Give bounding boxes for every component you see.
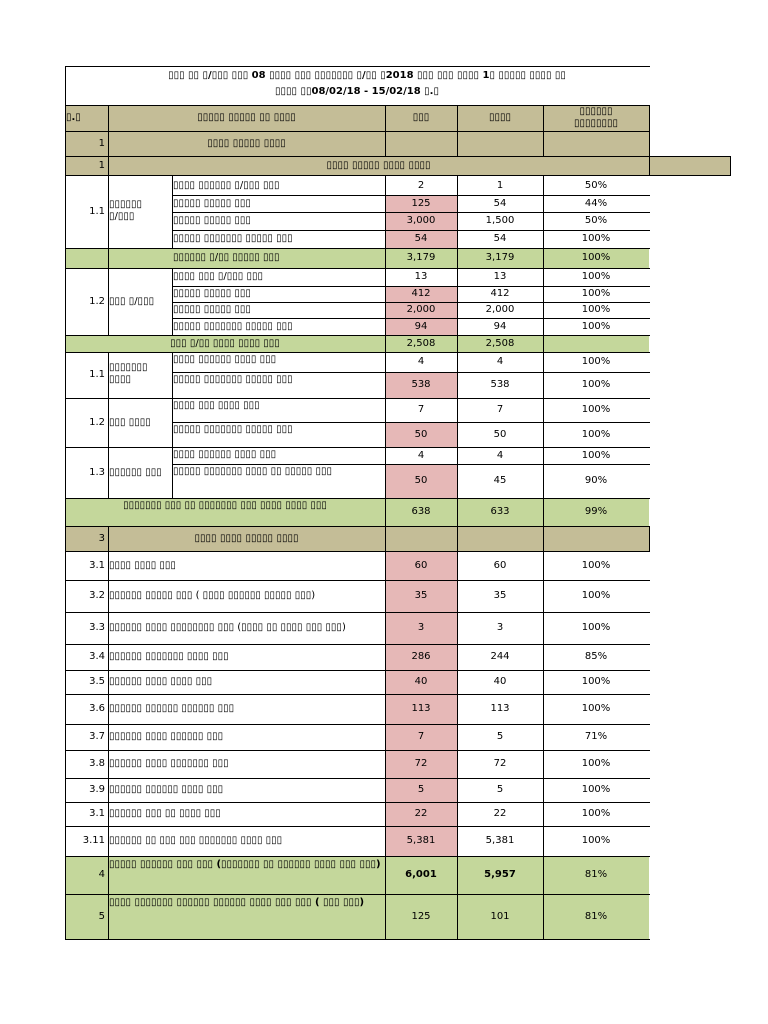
section3-row-8-percent: 100% — [581, 784, 611, 795]
grid-line — [65, 551, 650, 552]
section3-row-6-achieved: 5 — [496, 731, 504, 742]
grid-line — [108, 156, 109, 176]
section3-row-6-percent: 71% — [584, 731, 608, 742]
row5-label: ▯▯▯▯ ▯▯▯▯▯▯▯ ▯▯▯▯▯▯ ▯▯▯▯▯▯ ▯▯▯▯ ▯▯▯ ▯▯▯ ( ▯▯▯ ▯▯▯) — [109, 897, 365, 908]
groupA-number: 1.1 — [89, 205, 105, 217]
grid-line — [172, 195, 650, 196]
grid-line — [172, 230, 650, 231]
groupA-row-3-target: 54 — [414, 233, 428, 244]
section3-row-0-achieved: 60 — [493, 559, 507, 571]
groupC-0-row-0-target: 4 — [417, 356, 425, 367]
section3-row-9-label: ▯▯▯▯▯▯ ▯▯▯ ▯▯ ▯▯▯▯ ▯▯▯ — [109, 808, 221, 819]
section3-row-9-number: 3.1 — [89, 808, 105, 819]
groupC-0-name-line1: ▯▯▯▯▯▯▯ — [109, 362, 148, 373]
groupB-row-3-target: 94 — [414, 320, 428, 332]
row4-label: ▯▯▯▯▯ ▯▯▯▯▯▯ ▯▯▯ ▯▯▯ (▯▯▯▯▯▯▯ ▯▯ ▯▯▯▯▯▯ ▯▯▯▯ ▯▯▯ ▯▯▯) — [109, 859, 381, 870]
grid-line — [65, 724, 650, 725]
section3-row-3-label: ▯▯▯▯▯▯ ▯▯▯▯▯▯▯ ▯▯▯▯ ▯▯▯ — [109, 651, 229, 662]
grid-line — [543, 105, 544, 157]
groupB-row-2-achieved: 2,000 — [485, 304, 515, 315]
section3-row-2-achieved: 3 — [496, 622, 504, 633]
grid-line — [172, 318, 650, 319]
section3-row-10-label: ▯▯▯▯▯▯ ▯▯ ▯▯▯ ▯▯▯ ▯▯▯▯▯▯▯ ▯▯▯▯ ▯▯▯ — [109, 835, 283, 846]
grid-line — [543, 156, 731, 157]
groupC-0-row-0-percent: 100% — [581, 356, 611, 367]
grid-line — [65, 802, 650, 803]
section3-row-3-target: 286 — [411, 651, 431, 662]
grid-line — [543, 175, 544, 940]
row5-percent: 81% — [584, 910, 608, 922]
section3-row-10-percent: 100% — [581, 835, 611, 846]
groupC-total-achieved: 633 — [490, 506, 510, 517]
groupC-2-row-1-achieved: 45 — [493, 475, 507, 486]
groupC-2-row-1-label: ▯▯▯▯▯ ▯▯▯▯▯▯▯ ▯▯▯▯ ▯▯ ▯▯▯▯▯ ▯▯▯ — [173, 466, 332, 477]
section3-title: ▯▯▯▯ ▯▯▯▯ ▯▯▯▯▯ ▯▯▯▯ — [194, 532, 299, 544]
groupC-1-row-0-target: 7 — [417, 404, 425, 415]
grid-line — [172, 268, 173, 336]
section3-row-4-achieved: 40 — [493, 676, 507, 687]
groupC-2-row-1-target: 50 — [414, 475, 428, 486]
row4-number: 4 — [98, 869, 105, 880]
grid-line — [385, 105, 386, 157]
grid-line — [108, 105, 109, 157]
section3-row-1-percent: 100% — [581, 590, 611, 601]
groupC-2-row-0-percent: 100% — [581, 449, 611, 461]
groupA-row-3-percent: 100% — [581, 233, 611, 244]
groupC-1-row-1-achieved: 50 — [493, 428, 507, 440]
col-header-target: ▯▯▯ — [412, 112, 430, 123]
section3-row-7-label: ▯▯▯▯▯▯ ▯▯▯▯ ▯▯▯▯▯▯▯ ▯▯▯ — [109, 758, 229, 769]
section3-row-5-target: 113 — [411, 703, 431, 714]
groupA-row-2-target: 3,000 — [406, 215, 436, 226]
section3-row-5-percent: 100% — [581, 703, 611, 714]
groupC-0-row-1-label: ▯▯▯▯▯ ▯▯▯▯▯▯▯ ▯▯▯▯▯ ▯▯▯ — [173, 374, 293, 385]
grid-line — [172, 464, 650, 465]
section3-row-0-target: 60 — [414, 559, 428, 571]
row4-achieved: 5,957 — [484, 869, 516, 880]
groupC-2-row-0-achieved: 4 — [496, 449, 504, 461]
groupA-row-1-achieved: 54 — [493, 197, 507, 209]
groupC-1-row-0-label: ▯▯▯▯ ▯▯▯ ▯▯▯▯ ▯▯▯ — [173, 400, 260, 411]
groupB-row-0-target: 13 — [414, 271, 428, 282]
section3-row-8-label: ▯▯▯▯▯▯ ▯▯▯▯▯▯ ▯▯▯▯ ▯▯▯ — [109, 784, 224, 795]
groupA-name-line1: ▯▯▯▯▯▯ — [109, 199, 143, 210]
grid-line — [65, 894, 650, 895]
groupB-name: ▯▯▯ ▯/▯▯▯ — [109, 295, 155, 307]
section3-row-2-number: 3.3 — [89, 622, 105, 633]
section3-row-3-achieved: 244 — [490, 651, 510, 662]
section3-row-4-number: 3.5 — [89, 676, 105, 687]
col-header-percent-2: ▯▯▯▯▯▯▯▯ — [573, 118, 619, 129]
section3-row-5-achieved: 113 — [490, 703, 510, 714]
groupC-1-row-1-target: 50 — [414, 428, 428, 440]
section3-row-3-percent: 85% — [584, 651, 608, 662]
grid-line — [65, 580, 650, 581]
section3-row-8-number: 3.9 — [89, 784, 105, 795]
grid-line — [65, 248, 650, 249]
groupA-row-3-label: ▯▯▯▯▯ ▯▯▯▯▯▯▯ ▯▯▯▯▯ ▯▯▯ — [173, 233, 293, 244]
section3-row-6-label: ▯▯▯▯▯▯ ▯▯▯▯ ▯▯▯▯▯▯ ▯▯▯ — [109, 731, 224, 742]
groupB-number: 1.2 — [89, 295, 105, 307]
grid-line — [108, 526, 109, 940]
grid-line — [385, 352, 386, 940]
section3-row-0-label: ▯▯▯▯ ▯▯▯▯ ▯▯▯ — [109, 559, 176, 571]
grid-line — [65, 447, 650, 448]
row4-percent: 81% — [584, 869, 608, 880]
groupC-0-number: 1.1 — [89, 369, 105, 380]
grid-line — [65, 105, 650, 106]
section3-row-10-target: 5,381 — [406, 835, 436, 846]
grid-line — [65, 826, 650, 827]
section3-row-0-percent: 100% — [581, 559, 611, 571]
section3-row-2-label: ▯▯▯▯▯▯ ▯▯▯▯ ▯▯▯▯▯▯▯▯ ▯▯▯ (▯▯▯▯ ▯▯ ▯▯▯▯ ▯▯▯ ▯▯▯) — [109, 622, 346, 633]
groupB-total-percent — [543, 335, 649, 352]
groupC-0-name-line2: ▯▯▯▯ — [109, 374, 132, 385]
grid-line — [65, 694, 650, 695]
report-title-line1: ▯▯▯ ▯▯ ▯/▯▯▯ ▯▯▯ 08 ▯▯▯▯ ▯▯▯ ▯▯▯▯▯▯▯ ▯/▯▯ ▯2018 ▯▯▯ ▯▯▯ ▯▯▯▯ 1▯ ▯▯▯▯▯ ▯▯▯▯ ▯▯ — [168, 70, 566, 81]
section3-row-5-label: ▯▯▯▯▯▯ ▯▯▯▯▯▯ ▯▯▯▯▯▯ ▯▯▯ — [109, 703, 235, 714]
groupA-row-2-achieved: 1,500 — [485, 215, 515, 226]
section3-row-3-number: 3.4 — [89, 651, 105, 662]
section3-row-10-achieved: 5,381 — [485, 835, 515, 846]
groupC-1-row-0-achieved: 7 — [496, 404, 504, 415]
row4-target: 6,001 — [405, 869, 437, 880]
groupB-total-target: 2,508 — [406, 337, 436, 349]
section1-number: 1 — [98, 137, 105, 149]
groupC-2-number: 1.3 — [89, 466, 105, 478]
grid-line — [65, 644, 650, 645]
groupA-row-1-target: 125 — [411, 197, 431, 209]
groupB-row-0-achieved: 13 — [493, 271, 507, 282]
groupC-0-row-0-achieved: 4 — [496, 356, 504, 367]
groupA-row-0-label: ▯▯▯▯ ▯▯▯▯▯▯ ▯/▯▯▯ ▯▯▯ — [173, 180, 280, 191]
section1-title: ▯▯▯▯ ▯▯▯▯▯ ▯▯▯▯ — [207, 137, 286, 149]
row5-number: 5 — [98, 910, 105, 922]
section3-number: 3 — [98, 532, 105, 544]
groupC-total-percent: 99% — [584, 506, 608, 517]
grid-line — [65, 778, 650, 779]
grid-line — [65, 939, 650, 940]
grid-line — [108, 352, 109, 499]
groupC-1-name: ▯▯▯ ▯▯▯▯ — [109, 416, 151, 428]
groupC-0-row-1-target: 538 — [411, 379, 431, 390]
groupC-0-row-1-achieved: 538 — [490, 379, 510, 390]
section1-sub-title: ▯▯▯▯ ▯▯▯▯▯ ▯▯▯▯ ▯▯▯▯ — [326, 159, 431, 171]
groupC-2-name: ▯▯▯▯▯▯ ▯▯▯ — [109, 466, 162, 478]
grid-line — [65, 66, 650, 67]
grid-line — [649, 105, 650, 176]
groupC-1-row-0-percent: 100% — [581, 404, 611, 415]
section3-row-5-number: 3.6 — [89, 703, 105, 714]
grid-line — [65, 670, 650, 671]
section3-row-7-target: 72 — [414, 758, 428, 769]
grid-line — [108, 175, 109, 336]
section3-row-8-target: 5 — [417, 784, 425, 795]
groupC-1-row-1-label: ▯▯▯▯▯ ▯▯▯▯▯▯▯ ▯▯▯▯▯ ▯▯▯ — [173, 424, 293, 435]
section3-row-9-percent: 100% — [581, 808, 611, 819]
groupB-row-0-label: ▯▯▯▯ ▯▯▯ ▯/▯▯▯ ▯▯▯ — [173, 271, 263, 282]
grid-line — [65, 498, 650, 499]
section3-row-1-achieved: 35 — [493, 590, 507, 601]
grid-line — [172, 352, 173, 499]
groupB-row-3-percent: 100% — [581, 320, 611, 332]
section3-row-4-label: ▯▯▯▯▯▯ ▯▯▯▯ ▯▯▯▯ ▯▯▯ — [109, 676, 213, 687]
groupA-row-1-label: ▯▯▯▯▯ ▯▯▯▯▯ ▯▯▯ — [173, 197, 251, 209]
grid-line — [65, 750, 650, 751]
groupC-2-row-0-label: ▯▯▯▯ ▯▯▯▯▯▯ ▯▯▯▯ ▯▯▯ — [173, 449, 277, 460]
grid-line — [457, 175, 458, 940]
section3-row-10-number: 3.11 — [82, 835, 105, 846]
groupC-1-row-1-percent: 100% — [581, 428, 611, 440]
grid-line — [172, 422, 650, 423]
groupA-total-target: 3,179 — [406, 252, 436, 263]
groupB-row-2-percent: 100% — [581, 304, 611, 315]
grid-line — [65, 66, 66, 940]
section3-row-9-target: 22 — [414, 808, 428, 819]
section3-row-7-achieved: 72 — [493, 758, 507, 769]
grid-line — [65, 268, 650, 269]
groupA-name-line2: ▯/▯▯▯ — [109, 211, 135, 222]
section3-row-2-percent: 100% — [581, 622, 611, 633]
grid-line — [65, 612, 650, 613]
section1-sub-number: 1 — [98, 159, 105, 171]
grid-line — [65, 352, 650, 353]
groupC-2-row-1-percent: 90% — [584, 475, 608, 486]
section3-row-8-achieved: 5 — [496, 784, 504, 795]
grid-line — [172, 212, 650, 213]
groupB-row-1-percent: 100% — [581, 288, 611, 299]
groupA-total-achieved: 3,179 — [485, 252, 515, 263]
section3-row-6-target: 7 — [417, 731, 425, 742]
grid-line — [65, 335, 650, 336]
groupB-total-label: ▯▯▯ ▯/▯▯ ▯▯▯▯ ▯▯▯▯ ▯▯▯ — [170, 337, 280, 349]
groupA-total-percent: 100% — [581, 252, 611, 263]
groupC-2-row-0-target: 4 — [417, 449, 425, 461]
col-header-achieved: ▯▯▯▯ — [488, 112, 511, 123]
groupC-total-target: 638 — [411, 506, 431, 517]
col-header-sn: ▯.▯ — [66, 112, 81, 123]
grid-line — [172, 286, 650, 287]
groupB-row-1-achieved: 412 — [490, 288, 510, 299]
groupB-row-1-target: 412 — [411, 288, 431, 299]
grid-line — [172, 175, 173, 249]
grid-line — [65, 856, 650, 857]
groupA-row-0-achieved: 1 — [496, 180, 504, 191]
groupB-row-2-target: 2,000 — [406, 304, 436, 315]
groupA-row-3-achieved: 54 — [493, 233, 507, 244]
grid-line — [65, 526, 650, 527]
grid-line — [385, 335, 386, 353]
groupB-row-3-achieved: 94 — [493, 320, 507, 332]
row5-achieved: 101 — [490, 910, 510, 922]
grid-line — [172, 302, 650, 303]
groupB-total-achieved: 2,508 — [485, 337, 515, 349]
section3-row-4-percent: 100% — [581, 676, 611, 687]
col-header-percent-1: ▯▯▯▯▯▯ — [579, 106, 613, 117]
groupC-total-label: ▯▯▯▯▯▯▯ ▯▯▯ ▯▯ ▯▯▯▯▯▯▯ ▯▯▯ ▯▯▯▯ ▯▯▯▯ ▯▯▯ — [123, 500, 327, 511]
grid-line — [385, 175, 386, 336]
section3-row-1-label: ▯▯▯▯▯▯ ▯▯▯▯▯ ▯▯▯ ( ▯▯▯▯ ▯▯▯▯▯▯ ▯▯▯▯▯ ▯▯▯) — [109, 590, 316, 601]
grid-line — [65, 131, 650, 132]
groupB-row-1-label: ▯▯▯▯▯ ▯▯▯▯▯ ▯▯▯ — [173, 288, 251, 299]
grid-line — [172, 372, 650, 373]
section3-row-9-achieved: 22 — [493, 808, 507, 819]
groupB-row-2-label: ▯▯▯▯▯ ▯▯▯▯▯ ▯▯▯ — [173, 304, 251, 315]
section3-row-1-number: 3.2 — [89, 590, 105, 601]
groupA-total-label: ▯▯▯▯▯▯ ▯/▯▯ ▯▯▯▯▯ ▯▯▯ — [173, 252, 280, 263]
report-title-line2: ▯▯▯▯ ▯▯08/02/18 - 15/02/18 ▯.▯ — [274, 86, 439, 97]
groupA-row-0-percent: 50% — [584, 180, 608, 191]
groupA-row-2-label: ▯▯▯▯▯ ▯▯▯▯▯ ▯▯▯ — [173, 215, 251, 226]
row5-target: 125 — [411, 910, 431, 922]
groupA-row-2-percent: 50% — [584, 215, 608, 226]
groupC-0-row-0-label: ▯▯▯▯ ▯▯▯▯▯▯ ▯▯▯▯ ▯▯▯ — [173, 354, 277, 365]
section3-row-7-percent: 100% — [581, 758, 611, 769]
groupA-row-0-target: 2 — [417, 180, 425, 191]
section3-row-2-target: 3 — [417, 622, 425, 633]
section3-row-0-number: 3.1 — [89, 559, 105, 571]
grid-line — [543, 175, 731, 176]
groupA-row-1-percent: 44% — [584, 197, 608, 209]
col-header-description: ▯▯▯▯▯ ▯▯▯▯▯ ▯▯ ▯▯▯▯ — [197, 112, 296, 123]
grid-line — [649, 526, 650, 552]
grid-line — [457, 105, 458, 157]
groupB-row-0-percent: 100% — [581, 271, 611, 282]
section3-row-4-target: 40 — [414, 676, 428, 687]
groupC-1-number: 1.2 — [89, 416, 105, 428]
section3-row-7-number: 3.8 — [89, 758, 105, 769]
grid-line — [65, 398, 650, 399]
groupC-0-row-1-percent: 100% — [581, 379, 611, 390]
section3-row-1-target: 35 — [414, 590, 428, 601]
section3-row-6-number: 3.7 — [89, 731, 105, 742]
groupB-row-3-label: ▯▯▯▯▯ ▯▯▯▯▯▯▯ ▯▯▯▯▯ ▯▯▯ — [173, 320, 293, 332]
grid-line — [730, 156, 731, 176]
